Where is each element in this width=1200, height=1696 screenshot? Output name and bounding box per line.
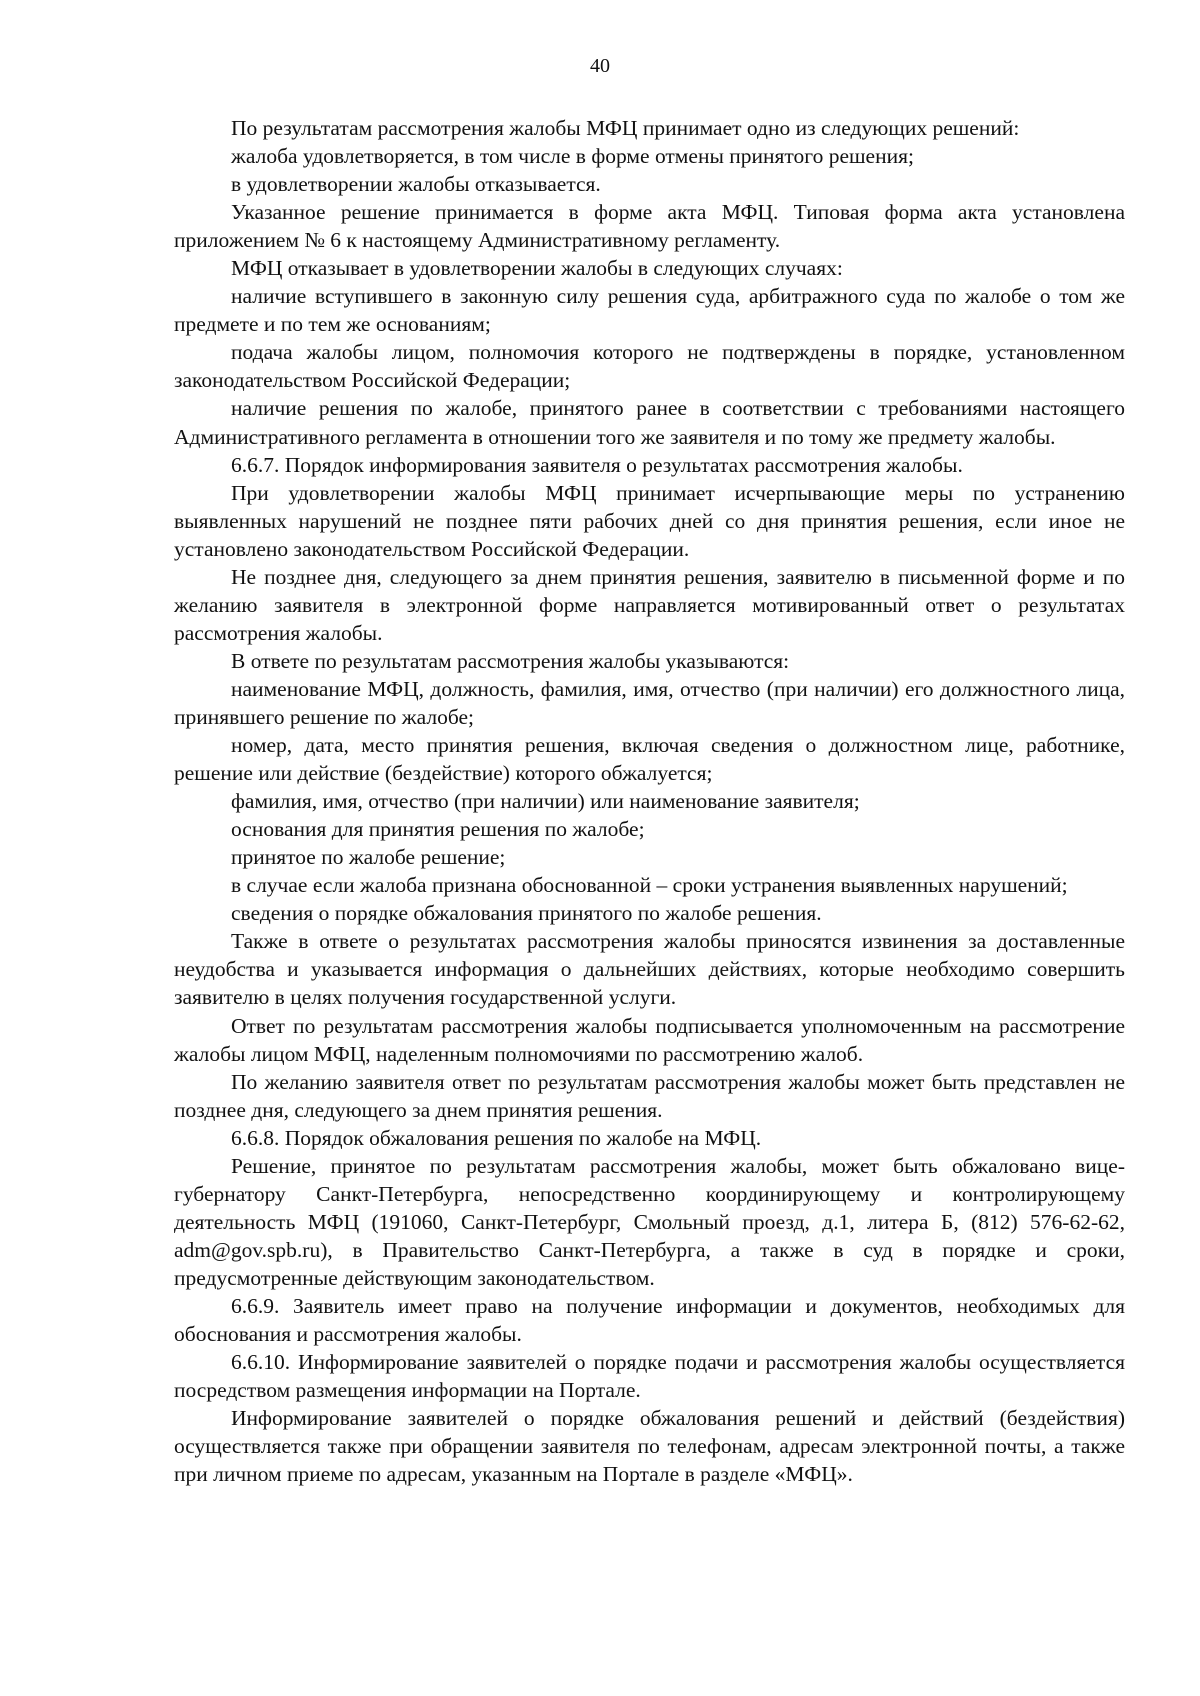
paragraph: По результатам рассмотрения жалобы МФЦ принимает одно из следующих решений: <box>231 116 1020 140</box>
paragraph: 6.6.9. Заявитель имеет право на получение информации и документов, необходимых для обоснования и рассмотрения жалобы. <box>174 1293 1125 1347</box>
body-text <box>174 114 1125 1488</box>
paragraph: По желанию заявителя ответ по результатам рассмотрения жалобы может быть представлен не позднее дня, следующего за днем принятия решения. <box>174 1069 1125 1122</box>
paragraph: 6.6.7. Порядок информирования заявителя о результатах рассмотрения жалобы. <box>231 452 963 477</box>
paragraph: Также в ответе о результатах рассмотрения жалобы приносятся извинения за доставленные неудобства и указывается информация о дальнейших действиях, которые необходимо совершить заявителю в целях получения государственной услуги. <box>174 929 1125 1010</box>
paragraph: Указанное решение принимается в форме акта МФЦ. Типовая форма акта установлена приложением № 6 к настоящему Административному регламенту. <box>174 200 1125 253</box>
paragraph: номер, дата, место принятия решения, включая сведения о должностном лице, работнике, решение или действие (бездействие) которого обжалуется; <box>174 733 1125 786</box>
paragraph: наименование МФЦ, должность, фамилия, имя, отчество (при наличии) его должностного лица, принявшего решение по жалобе; <box>174 676 1125 729</box>
paragraph: в случае если жалоба признана обоснованной – сроки устранения выявленных нарушений; <box>231 873 1068 898</box>
paragraph: В ответе по результатам рассмотрения жалобы указываются: <box>231 648 790 673</box>
paragraph: Информирование заявителей о порядке обжалования решений и действий (бездействия) осуществляется также при обращении заявителя по телефонам, адресам электронной почты, а также при личном приеме по адресам, указанным на Портале в разделе «МФЦ». <box>174 1406 1125 1487</box>
paragraph: подача жалобы лицом, полномочия которого не подтверждены в порядке, установленном законодательством Российской Федерации; <box>174 340 1125 393</box>
paragraph: сведения о порядке обжалования принятого по жалобе решения. <box>231 901 822 926</box>
paragraph: Не позднее дня, следующего за днем принятия решения, заявителю в письменной форме и по желанию заявителя в электронной форме направляется мотивированный ответ о результатах рассмотрения жалобы. <box>174 564 1125 645</box>
paragraph: в удовлетворении жалобы отказывается. <box>231 172 601 197</box>
paragraph: наличие вступившего в законную силу решения суда, арбитражного суда по жалобе о том же предмете и по тем же основаниям; <box>174 284 1125 337</box>
paragraph: 6.6.8. Порядок обжалования решения по жалобе на МФЦ. <box>231 1125 762 1150</box>
paragraph: основания для принятия решения по жалобе; <box>231 817 645 842</box>
paragraph: фамилия, имя, отчество (при наличии) или наименование заявителя; <box>231 789 860 814</box>
paragraph: Решение, принятое по результатам рассмотрения жалобы, может быть обжаловано вице-губернатору Санкт-Петербурга, непосредственно координирующему и контролирующему деятельность МФЦ (191060, Санкт-Петербург, Смольный проезд, д.1, литера Б, (812) 576-62-62, adm@gov.spb.ru), в Правительство Санкт-Петербурга, а также в суд в порядке и сроки, предусмотренные действующим законодательством. <box>174 1153 1125 1290</box>
paragraph: наличие решения по жалобе, принятого ранее в соответствии с требованиями настоящего Административного регламента в отношении того же заявителя и по тому же предмету жалобы. <box>174 396 1125 449</box>
paragraph: При удовлетворении жалобы МФЦ принимает исчерпывающие меры по устранению выявленных нарушений не позднее пяти рабочих дней со дня принятия решения, если иное не установлено законодательством Российской Федерации. <box>174 480 1125 561</box>
paragraph: 6.6.10. Информирование заявителей о порядке подачи и рассмотрения жалобы осуществляется посредством размещения информации на Портале. <box>174 1350 1125 1403</box>
paragraph: МФЦ отказывает в удовлетворении жалобы в следующих случаях: <box>231 256 843 281</box>
paragraph: жалоба удовлетворяется, в том числе в форме отмены принятого решения; <box>231 144 914 169</box>
paragraph: Ответ по результатам рассмотрения жалобы подписывается уполномоченным на рассмотрение жалобы лицом МФЦ, наделенным полномочиями по рассмотрению жалоб. <box>174 1013 1125 1066</box>
page-number: 40 <box>590 55 610 77</box>
paragraph: принятое по жалобе решение; <box>231 845 506 870</box>
